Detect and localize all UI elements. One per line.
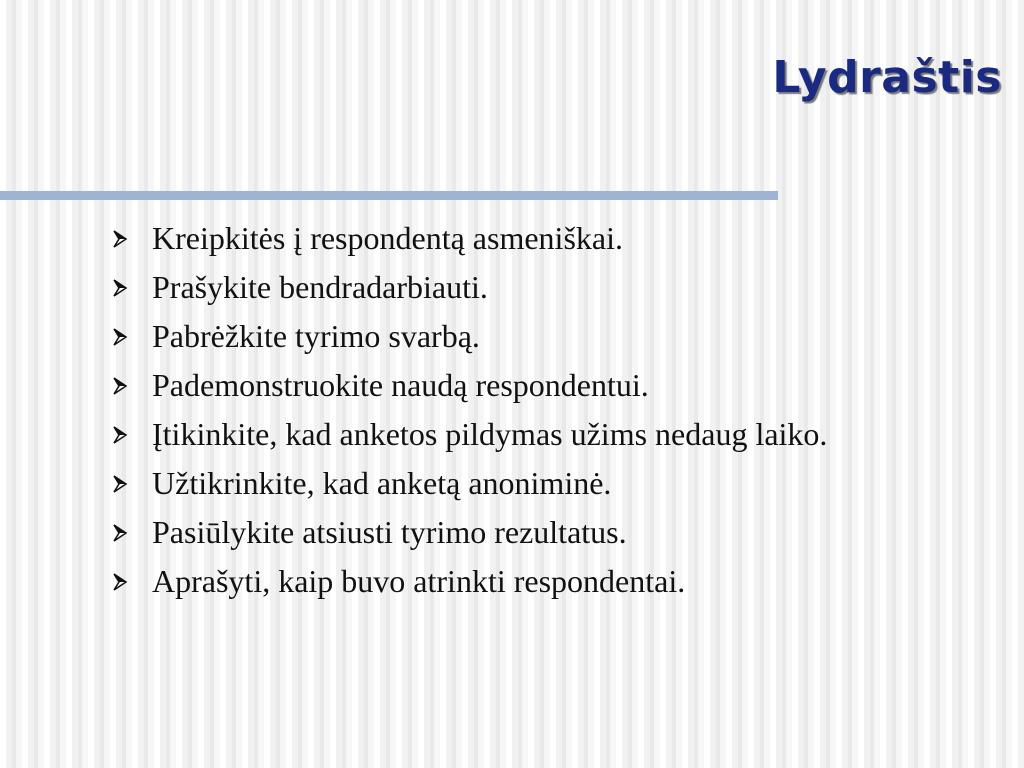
list-item [112,415,952,454]
bullet-list [112,219,952,611]
slide-title: Lydraštis [772,52,1002,103]
list-item [112,366,952,405]
list-item [112,268,952,307]
list-item-text: Įtikinkite, kad anketos pildymas užims nedaug laiko. [152,416,828,452]
list-item-text: Pasiūlykite atsiusti tyrimo rezultatus. [152,514,627,550]
arrowhead-bullet-icon [112,523,128,543]
list-item [112,317,952,356]
list-item-text: Aprašyti, kaip buvo atrinkti respondentai. [152,563,686,599]
list-item [112,562,952,601]
list-item [112,219,952,258]
arrowhead-bullet-icon [112,425,128,445]
arrowhead-bullet-icon [112,327,128,347]
arrowhead-bullet-icon [112,474,128,494]
list-item-text: Pabrėžkite tyrimo svarbą. [152,318,480,354]
title-divider [0,191,778,200]
list-item [112,513,952,552]
list-item-text: Kreipkitės į respondentą asmeniškai. [152,220,623,256]
arrowhead-bullet-icon [112,572,128,592]
list-item [112,464,952,503]
list-item-text: Užtikrinkite, kad anketą anoniminė. [152,465,612,501]
arrowhead-bullet-icon [112,229,128,249]
arrowhead-bullet-icon [112,376,128,396]
arrowhead-bullet-icon [112,278,128,298]
list-item-text: Pademonstruokite naudą respondentui. [152,367,649,403]
list-item-text: Prašykite bendradarbiauti. [152,269,488,305]
